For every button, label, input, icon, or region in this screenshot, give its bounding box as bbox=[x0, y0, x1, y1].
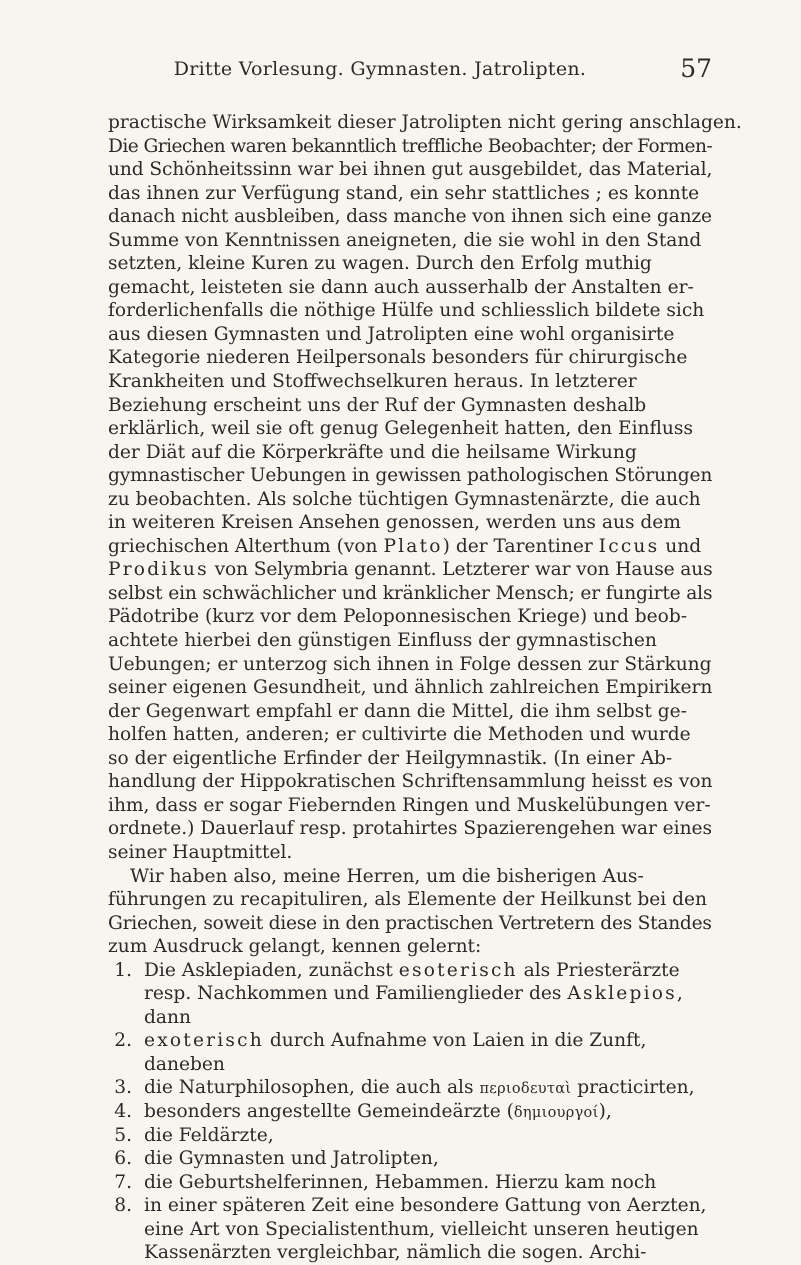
page-number: 57 bbox=[680, 54, 712, 83]
name-asklepios: Asklepios bbox=[567, 983, 677, 1005]
text-line: Griechen, soweit diese in den practischen Vertretern des Standes bbox=[108, 912, 712, 934]
text-span: die Naturphilosophen, die auch als bbox=[144, 1077, 480, 1099]
text-line: Uebungen; er unterzog sich ihnen in Folge dessen zur Stärkung bbox=[108, 653, 712, 675]
list-item bbox=[108, 1147, 712, 1171]
text-line: seiner eigenen Gesundheit, und ähnlich zahlreichen Empirikern bbox=[108, 677, 713, 699]
text-span: resp. Nachkommen und Familienglieder des bbox=[144, 983, 568, 1005]
list-text bbox=[144, 1100, 612, 1124]
name-prodikus: Prodikus bbox=[108, 559, 209, 581]
list-number: 2. bbox=[114, 1030, 132, 1052]
text-line: zu beobachten. Als solche tüchtigen Gymnastenärzte, die auch bbox=[108, 488, 701, 510]
list-number: 5. bbox=[114, 1124, 132, 1146]
list-number: 6. bbox=[114, 1148, 132, 1170]
text-line: ordnete.) Dauerlauf resp. protahirtes Spazierengehen war eines bbox=[108, 818, 712, 840]
list-item bbox=[108, 1124, 712, 1148]
text-line: erklärlich, weil sie oft genug Gelegenheit hatten, den Einfluss bbox=[108, 418, 693, 440]
text-line: Wir haben also, meine Herren, um die bisherigen Aus- bbox=[130, 865, 644, 887]
list-item bbox=[108, 959, 712, 983]
text-span: und bbox=[659, 535, 702, 557]
list-item bbox=[108, 1171, 712, 1195]
text-span: practicirten, bbox=[571, 1077, 695, 1099]
name-plato: Plato bbox=[383, 535, 443, 557]
list-item-continuation: daneben bbox=[144, 1053, 225, 1075]
text-span: ) der Tarentiner bbox=[442, 535, 599, 557]
text-line: ihm, dass er sogar Fiebernden Ringen und Muskelübungen ver- bbox=[108, 794, 711, 816]
list-text: in einer späteren Zeit eine besondere Gattung von Aerzten, bbox=[144, 1195, 707, 1217]
list-number: 7. bbox=[114, 1171, 132, 1193]
list-item bbox=[108, 1194, 712, 1218]
text-line: führungen zu recapituliren, als Elemente der Heilkunst bei den bbox=[108, 889, 708, 911]
text-line: holfen hatten, anderen; er cultivirte die Methoden und wurde bbox=[108, 724, 691, 746]
running-title: Dritte Vorlesung. Gymnasten. Jatrolipten. bbox=[173, 58, 587, 80]
list-text: die Gymnasten und Jatrolipten, bbox=[144, 1148, 439, 1170]
list-item bbox=[108, 1100, 712, 1124]
text-line: danach nicht ausbleiben, dass manche von ihnen sich eine ganze bbox=[108, 206, 712, 228]
list-number: 1. bbox=[114, 959, 132, 981]
list-item-continuation: Kassenärzten vergleichbar, nämlich die sogen. Archi- bbox=[144, 1242, 647, 1264]
text-line: in weiteren Kreisen Ansehen genossen, werden uns aus dem bbox=[108, 512, 681, 534]
list-number: 8. bbox=[114, 1195, 132, 1217]
text-span: Die Asklepiaden, zunächst bbox=[144, 959, 399, 981]
text-line: zum Ausdruck gelangt, kennen gelernt: bbox=[108, 936, 482, 958]
list-number: 3. bbox=[114, 1077, 132, 1099]
text-span: ), bbox=[598, 1100, 612, 1122]
text-line: gemacht, leisteten sie dann auch ausserhalb der Anstalten er- bbox=[108, 276, 694, 298]
text-line: gymnastischer Uebungen in gewissen pathologischen Störungen bbox=[108, 465, 713, 487]
text-line: handlung der Hippokratischen Schriftensammlung heisst es von bbox=[108, 771, 713, 793]
list-text: die Geburtshelferinnen, Hebammen. Hierzu kam noch bbox=[144, 1171, 657, 1193]
list-item bbox=[108, 1029, 712, 1053]
text-line: Krankheiten und Stoffwechselkuren heraus. In letzterer bbox=[108, 371, 637, 393]
text-line: Die Griechen waren bekanntlich treffliche Beobachter; der Formen- bbox=[108, 135, 713, 157]
list-text bbox=[144, 1076, 695, 1100]
text-span: als Priesterärzte bbox=[517, 959, 680, 981]
page-header bbox=[108, 54, 712, 92]
name-iccus: Iccus bbox=[598, 535, 660, 557]
text-line bbox=[108, 535, 712, 559]
text-line: und Schönheitssinn war bei ihnen gut ausgebildet, das Material, bbox=[108, 159, 713, 181]
text-span: durch Aufnahme von Laien in die Zunft, bbox=[263, 1030, 647, 1052]
text-line: das ihnen zur Verfügung stand, ein sehr stattliches ; es konnte bbox=[108, 182, 700, 204]
text-line: achtete hierbei den günstigen Einfluss der gymnastischen bbox=[108, 630, 657, 652]
text-line: Beziehung erscheint uns der Ruf der Gymnasten deshalb bbox=[108, 394, 647, 416]
text-line: selbst ein schwächlicher und kränklicher Mensch; er fungirte als bbox=[108, 582, 713, 604]
term-exoterisch: exoterisch bbox=[144, 1030, 264, 1052]
text-span: besonders angestellte Gemeindeärzte ( bbox=[144, 1100, 514, 1122]
text-line: seiner Hauptmittel. bbox=[108, 841, 293, 863]
list-item-continuation: eine Art von Specialistenthum, vielleicht unseren heutigen bbox=[144, 1218, 699, 1240]
text-line: setzten, kleine Kuren zu wagen. Durch den Erfolg muthig bbox=[108, 253, 652, 275]
text-span: , bbox=[676, 983, 683, 1005]
text-line: Summe von Kenntnissen aneigneten, die sie wohl in den Stand bbox=[108, 229, 702, 251]
greek-term: δημιουργοί bbox=[513, 1104, 599, 1121]
list-text bbox=[144, 959, 680, 983]
text-line: aus diesen Gymnasten und Jatrolipten eine wohl organisirte bbox=[108, 323, 675, 345]
text-line: der Gegenwart empfahl er dann die Mittel, die ihm selbst ge- bbox=[108, 700, 687, 722]
text-line: practische Wirksamkeit dieser Jatrolipten nicht gering anschlagen. bbox=[108, 112, 742, 133]
text-line: der Diät auf die Körperkräfte und die heilsame Wirkung bbox=[108, 441, 637, 463]
text-line bbox=[108, 558, 712, 582]
text-line: Kategorie niederen Heilpersonals besonders für chirurgische bbox=[108, 347, 688, 369]
list-text: die Feldärzte, bbox=[144, 1124, 274, 1146]
list-text bbox=[144, 1029, 646, 1053]
text-line: forderlichenfalls die nöthige Hülfe und schliesslich bildete sich bbox=[108, 300, 705, 322]
greek-term: περιοδευταὶ bbox=[479, 1081, 572, 1098]
list-number: 4. bbox=[114, 1100, 132, 1122]
text-line: Pädotribe (kurz vor dem Peloponnesischen Kriege) und beob- bbox=[108, 606, 688, 628]
list-item-continuation: dann bbox=[144, 1006, 191, 1028]
text-line: so der eigentliche Erfinder der Heilgymnastik. (In einer Ab- bbox=[108, 747, 673, 769]
text-span: von Selymbria genannt. Letzterer war von Hause aus bbox=[208, 559, 713, 581]
list-item-continuation bbox=[108, 982, 712, 1006]
text-span: griechischen Alterthum (von bbox=[108, 535, 384, 557]
list-item bbox=[108, 1076, 712, 1100]
term-esoterisch: esoterisch bbox=[398, 959, 518, 981]
body-text bbox=[108, 111, 742, 1265]
